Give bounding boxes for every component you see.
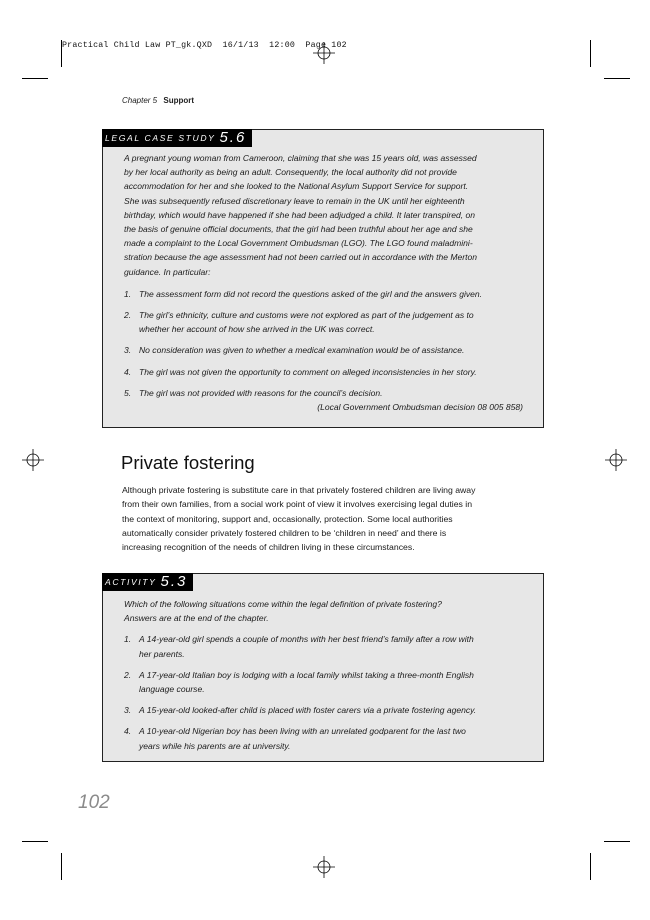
crop-mark-bl-h [22, 841, 48, 842]
running-head-chapter: Chapter 5 [122, 96, 158, 105]
case-study-intro: A pregnant young woman from Cameroon, claiming that she was 15 years old, was assessed by her local authority as being an adult. Consequently, the local authority did not provide accommodation for her and she looked to the National Asylum Support Service for support. She was subsequently refused discretionary leave to remain in the UK until her eighteenth birthday, which would have happened if she had been adjudged a child. It later transpired, on the basis of genuine official documents, that the girl had been truthful about her age and she made a complaint to the Local Government Ombudsman (LGO). The LGO found maladmini- stration because the age assessment had not been carried out in accordance with the Merton guidance. In particular: [124, 153, 478, 277]
list-item: 1. The assessment form did not record the questions asked of the girl and the answers given. [124, 288, 483, 299]
list-item: 4. A 10-year-old Nigerian boy has been living with an unrelated godparent for the last two years while his parents are at university. [124, 726, 466, 751]
list-item: 1. A 14-year-old girl spends a couple of months with her best friend’s family after a row with her parents. [124, 634, 474, 659]
case-study-label [102, 129, 252, 147]
body-paragraph: Although private fostering is substitute care in that privately fostered children are living away from their own families, from a social work point of view it involves exercising legal duties in the context of monitoring, support and, occasionally, protection. Some local authorities automatically consider privately fostered children to be ‘children in need’ and there is increasing recognition of the needs of children living in these circumstances. [122, 485, 476, 553]
case-study-number: 5.6 [219, 129, 247, 146]
activity-label [102, 573, 193, 591]
registration-mark-bottom-icon [313, 856, 335, 878]
registration-mark-right-icon [605, 449, 627, 471]
activity-box [102, 573, 544, 762]
list-item: 3. A 15-year-old looked-after child is placed with foster carers via a private fostering agency. [124, 705, 477, 716]
page-number: 102 [78, 792, 110, 813]
list-item: 5. The girl was not provided with reasons for the council’s decision. [124, 387, 383, 398]
crop-mark-tl-v [61, 40, 62, 67]
crop-mark-br-h [604, 841, 630, 842]
activity-intro: Which of the following situations come within the legal definition of private fostering? Answers are at the end of the chapter. [124, 599, 442, 624]
list-item: 3. No consideration was given to whether a medical examination would be of assistance. [124, 345, 465, 356]
crop-mark-tl-h [22, 78, 48, 79]
case-study-source: (Local Government Ombudsman decision 08 005 858) [317, 402, 523, 413]
running-head [122, 96, 194, 105]
crop-mark-bl-v [61, 853, 62, 880]
slug-line: Practical Child Law PT_gk.QXD 16/1/13 12:00 Page 102 [62, 41, 347, 50]
section-heading: Private fostering [121, 452, 255, 473]
crop-mark-tr-v [590, 40, 591, 67]
activity-list [124, 632, 523, 752]
list-item: 2. A 17-year-old Italian boy is lodging with a local family whilst taking a three-month English language course. [124, 669, 474, 695]
list-item: 2. The girl’s ethnicity, culture and customs were not explored as part of the judgement as to whether her account of how she arrived in the UK was correct. [124, 310, 474, 335]
registration-mark-left-icon [22, 449, 44, 471]
registration-mark-top-icon [313, 42, 335, 64]
legal-case-study-box [102, 129, 544, 428]
case-study-list [124, 287, 523, 400]
running-head-section: Support [163, 96, 195, 105]
case-study-label-text: LEGAL CASE STUDY [105, 133, 216, 143]
activity-number: 5.3 [160, 573, 188, 590]
crop-mark-tr-h [604, 78, 630, 79]
crop-mark-br-v [590, 853, 591, 880]
list-item: 4. The girl was not given the opportunity to comment on alleged inconsistencies in her story. [124, 366, 477, 377]
activity-label-text: ACTIVITY [105, 577, 157, 587]
